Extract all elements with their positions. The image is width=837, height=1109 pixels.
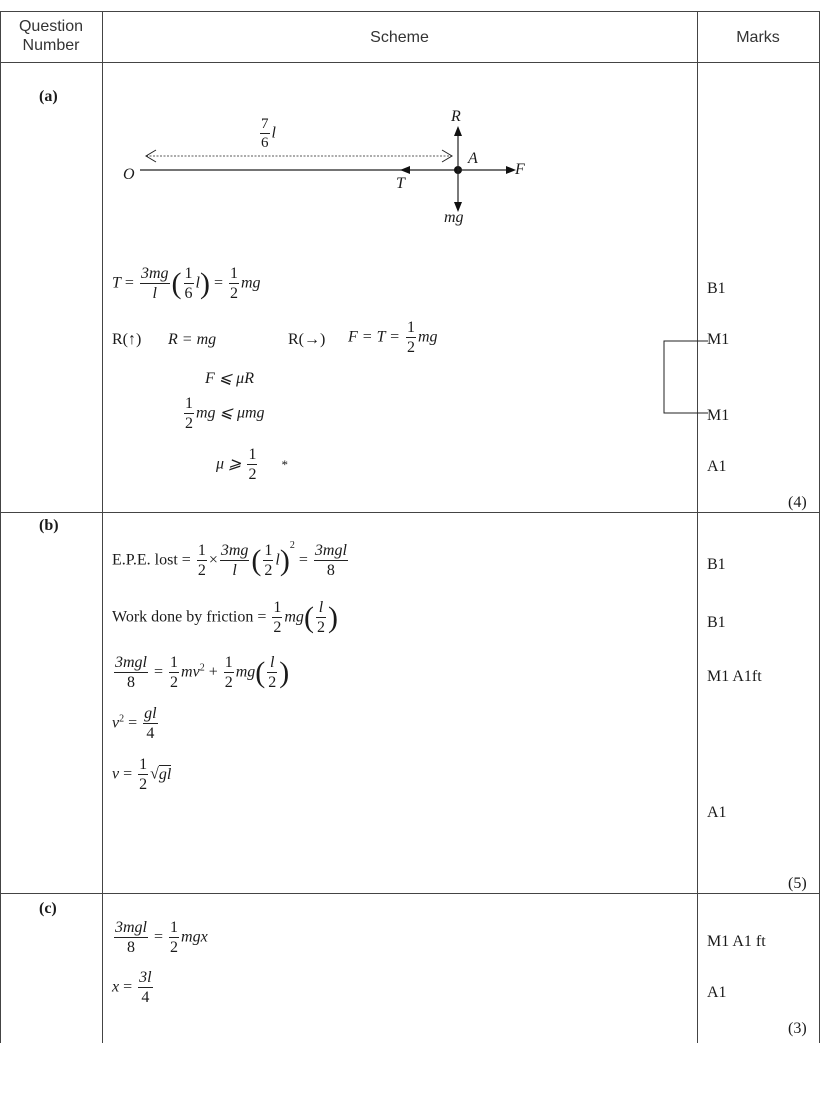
eq-mu-result: μ ⩾ $\frac{1}{2}$ * [216, 446, 288, 483]
eq-resolve-right: F = T = $\frac{1}{2}$ mg [348, 319, 438, 356]
diagram-distance-label: $\frac{7}{6}$ l [261, 116, 276, 151]
eq-v-squared: $v^2$ = $\frac{gl}{4}$ [112, 705, 157, 742]
mark-a-4: A1 [707, 458, 727, 475]
force-diagram [110, 100, 550, 240]
diagram-label-f: F [515, 161, 525, 178]
col-divider-2 [697, 11, 698, 1043]
eq-v: v = $\frac{1}{2}$ √gl [112, 756, 172, 793]
col-right-border [819, 11, 820, 1043]
mark-b-1: B1 [707, 556, 726, 573]
mark-a-3: M1 [707, 407, 730, 424]
header-question-number: Question Number [18, 18, 84, 54]
mark-c-2: A1 [707, 984, 727, 1001]
table-left-border [0, 11, 1, 1043]
eq-resolve-up: R = mg [168, 331, 217, 348]
mark-b-3: M1 A1ft [707, 668, 762, 685]
method-bracket [660, 336, 710, 418]
part-a-label: (a) [39, 88, 58, 105]
eq-resolve-right-label: R(→) [288, 331, 326, 348]
total-a: (4) [788, 494, 807, 511]
mark-c-1: M1 A1 ft [707, 933, 766, 950]
mark-b-4: A1 [707, 804, 727, 821]
total-b: (5) [788, 875, 807, 892]
diagram-label-mg: mg [444, 209, 464, 226]
header-marks: Marks [736, 29, 780, 46]
diagram-label-r: R [451, 108, 461, 125]
eq-tension: T = $\frac{3mg}{l}$ ( $\frac{1}{6}$ l) = $\frac{1}{2}$ mg [112, 265, 261, 302]
mark-a-1: B1 [707, 280, 726, 297]
diagram-label-a: A [468, 150, 478, 167]
eq-energy: $\frac{\text{3mgl}}{8}$ = $\frac{1}{2}$ $mv^2$ + $\frac{1}{2}$ mg( $\frac{l}{2}$ ) [115, 654, 290, 691]
diagram-label-o: O [123, 166, 135, 183]
part-c-label: (c) [39, 900, 57, 917]
eq-work-friction: Work done by friction = $\frac{1}{2}$ mg( $\frac{l}{2}$ ) [112, 599, 338, 636]
mark-b-2: B1 [707, 614, 726, 631]
eq-resolve-up-label: R(↑) [112, 331, 142, 348]
eq-epe-lost: E.P.E. lost = $\frac{1}{2}$ × $\frac{3mg}{l}$ ( $\frac{1}{2}$ l)$^2$ = $\frac{\text{3mgl}}{8}$ [112, 540, 347, 579]
part-b-label: (b) [39, 517, 59, 534]
force-t-arrowhead [400, 166, 410, 174]
total-c: (3) [788, 1020, 807, 1037]
header-scheme: Scheme [370, 29, 429, 46]
force-r-arrowhead [454, 126, 462, 136]
diagram-label-t: T [396, 175, 405, 192]
eq-mu-inequality: $\frac{1}{2}$ mg ⩽ μmg [185, 395, 265, 432]
mark-a-2: M1 [707, 331, 730, 348]
eq-x: x = $\frac{3l}{4}$ [112, 969, 152, 1006]
eq-distance-energy: $\frac{\text{3mgl}}{8}$ = $\frac{1}{2}$ mgx [115, 919, 208, 956]
eq-friction-inequality: F ⩽ μR [205, 370, 254, 387]
col-divider-1 [102, 11, 103, 1043]
